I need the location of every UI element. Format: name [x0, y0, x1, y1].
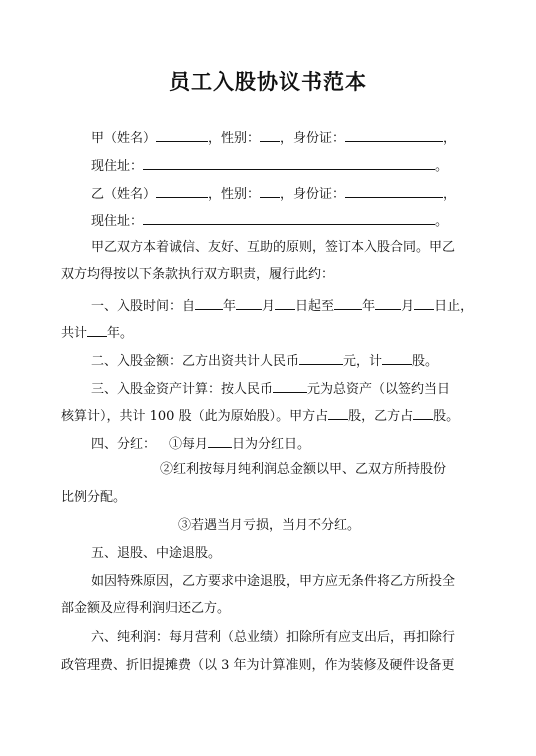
clause-3-text: 股。 — [433, 409, 460, 424]
party-b-gender-blank[interactable] — [260, 184, 280, 198]
clause-1-text: 年 — [223, 299, 237, 314]
start-year-blank[interactable] — [195, 296, 223, 310]
clause-2-line — [91, 351, 438, 370]
clause-3-line-2 — [61, 406, 459, 425]
clause-1-text: 日起至 — [295, 299, 335, 314]
start-day-blank[interactable] — [275, 296, 295, 310]
clause-6-line-2: 政管理费、折旧提摊费（以 3 年为计算准则，作为装修及硬件设备更 — [61, 658, 455, 673]
intro-line-1: 甲乙双方本着诚信、友好、互助的原则，签订本入股合同。甲乙 — [91, 240, 456, 255]
party-a-gender-blank[interactable] — [260, 128, 280, 142]
clause-2-text: 元，计 — [343, 354, 383, 369]
clause-4-item-2-line-2: 比例分配。 — [61, 490, 127, 505]
party-b-info-line — [91, 184, 456, 203]
clause-4-heading: 四、分红： — [91, 437, 157, 452]
party-a-id-label: ，身份证： — [280, 131, 346, 146]
end-month-blank[interactable] — [375, 296, 401, 310]
clause-3-text: 股，乙方占 — [348, 409, 414, 424]
clause-3-line-1 — [91, 379, 450, 398]
party-b-id-blank[interactable] — [345, 184, 443, 198]
clause-1-line-2 — [61, 323, 133, 342]
clause-1-text: 日止， — [434, 299, 474, 314]
clause-4-line-1 — [91, 434, 310, 453]
party-a-address-blank[interactable] — [143, 156, 435, 170]
intro-line-2: 双方均得按以下条款执行双方职责，履行此约： — [61, 267, 335, 282]
party-b-gender-label: ，性别： — [208, 187, 261, 202]
clause-1-text: 年。 — [107, 326, 134, 341]
party-b-name-label: 乙（姓名） — [91, 187, 157, 202]
party-b-address-line — [91, 211, 448, 230]
start-month-blank[interactable] — [236, 296, 262, 310]
total-assets-blank[interactable] — [273, 379, 307, 393]
clause-4-item-2-line-1: ②红利按每月纯利润总金额以甲、乙双方所持股份 — [160, 462, 447, 477]
party-a-name-label: 甲（姓名） — [91, 131, 157, 146]
party-a-address-end: 。 — [435, 159, 449, 174]
party-b-id-end: ， — [443, 187, 457, 202]
clause-1-text: 共计 — [61, 326, 88, 341]
clause-5-line-1: 如因特殊原因，乙方要求中途退股，甲方应无条件将乙方所投全 — [91, 574, 456, 589]
end-day-blank[interactable] — [414, 296, 434, 310]
party-b-shares-blank[interactable] — [413, 406, 433, 420]
clause-5-line-2: 部金额及应得利润归还乙方。 — [61, 601, 231, 616]
clause-1-text: 月 — [262, 299, 276, 314]
clause-3-text: 核算计），共计 100 股（此为原始股）。甲方占 — [61, 409, 329, 424]
clause-4-item-1: 日为分红日。 — [232, 437, 311, 452]
party-a-shares-blank[interactable] — [328, 406, 348, 420]
party-a-id-end: ， — [443, 131, 457, 146]
clause-1-line-1 — [91, 296, 473, 315]
dividend-day-blank[interactable] — [208, 434, 232, 448]
party-a-gender-label: ，性别： — [208, 131, 261, 146]
clause-1-text: 一、入股时间：自 — [91, 299, 196, 314]
clause-1-text: 月 — [401, 299, 415, 314]
total-years-blank[interactable] — [87, 323, 107, 337]
clause-5-heading: 五、退股、中途退股。 — [91, 546, 222, 561]
clause-1-text: 年 — [362, 299, 376, 314]
party-a-name-blank[interactable] — [156, 128, 208, 142]
clause-3-text: 元为总资产（以签约当日 — [307, 382, 451, 397]
party-b-address-end: 。 — [435, 214, 449, 229]
clause-2-text: 二、入股金额：乙方出资共计人民币 — [91, 354, 300, 369]
clause-6-line-1: 六、纯利润：每月营利（总业绩）扣除所有应支出后，再扣除行 — [91, 630, 456, 645]
party-a-info-line — [91, 128, 456, 147]
document-title: 员工入股协议书范本 — [169, 70, 367, 94]
party-a-address-label: 现住址： — [91, 159, 144, 174]
share-count-blank[interactable] — [382, 351, 412, 365]
party-a-id-blank[interactable] — [345, 128, 443, 142]
clause-2-text: 股。 — [412, 354, 439, 369]
clause-3-text: 三、入股金资产计算：按人民币 — [91, 382, 274, 397]
party-b-address-blank[interactable] — [143, 211, 435, 225]
party-a-address-line — [91, 156, 448, 175]
party-b-name-blank[interactable] — [156, 184, 208, 198]
clause-4-item-3: ③若遇当月亏损，当月不分红。 — [178, 518, 361, 533]
clause-4-item-1: ①每月 — [169, 437, 209, 452]
investment-amount-blank[interactable] — [299, 351, 343, 365]
party-b-id-label: ，身份证： — [280, 187, 346, 202]
end-year-blank[interactable] — [334, 296, 362, 310]
party-b-address-label: 现住址： — [91, 214, 144, 229]
